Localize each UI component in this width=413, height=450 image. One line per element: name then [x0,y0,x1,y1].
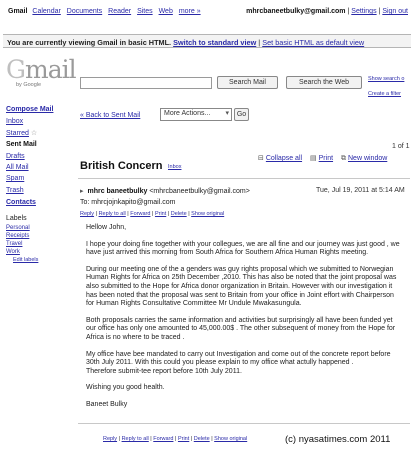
reply-link[interactable]: Reply [103,436,118,442]
contacts-link[interactable]: Contacts [6,199,36,206]
sign-out-link[interactable]: Sign out [382,8,408,15]
forward-link[interactable]: Forward [153,436,174,442]
new-window-link[interactable]: New window [348,155,388,162]
nav-web[interactable]: Web [158,8,173,15]
body-paragraph: My office have bee mandated to carry out Investigation and come out of the concrete report before 30th July 2011. With this could you please explain to my office what actully happened . Therefore submit-tee report before 10th July 2011. [86,350,391,375]
banner-message: You are currently viewing Gmail in basic HTML. [7,38,172,47]
reply-link[interactable]: Reply [80,211,95,217]
print-message-link[interactable]: Print [177,436,190,442]
basic-html-banner [3,34,411,48]
label-travel[interactable]: Travel [6,241,23,247]
new-window-icon: ⧉ [341,155,346,162]
search-web-button[interactable]: Search the Web [286,76,362,89]
message-body [86,224,404,418]
body-closing: Wishing you good health. [86,384,165,392]
collapse-icon: ⊟ [258,155,264,162]
compose-mail-link[interactable]: Compose Mail [6,106,54,113]
show-original-link[interactable]: Show original [191,211,225,217]
divider [78,178,410,179]
message-subject: British Concern [80,160,163,172]
edit-labels-link[interactable]: Edit labels [13,257,39,263]
search-mail-button[interactable]: Search Mail [217,76,278,89]
search-input[interactable] [80,77,212,89]
reply-links-top: Reply | Reply to all | Forward | Print | Delete | Show original [80,211,225,217]
label-personal[interactable]: Personal [6,225,30,231]
more-actions-select[interactable] [160,108,232,121]
account-links: mhrcbaneetbulky@gmail.com | Settings | Sign out [246,8,408,15]
watermark: (c) nyasatimes.com 2011 [285,434,391,445]
body-paragraph: During our meeting one of the a genders was guy rights proposal which we submitted to Norwegian Human Rights for Africa on 25th December ,2010. This has also be noted that the joint proposal was also submitted to the Hope for Africa donor organization in Britain. However with our investigation it has been noted that the proposal was sent to Britain from your office in Joint effort with Chairperson for Human Rights Consultative Committee Mr Undule Mwakasungula. [86,265,397,308]
logo-byline: by Google [16,82,42,88]
sidebar-item-starred[interactable]: Starred [6,129,29,137]
message-recipient: To: mhrcjojnkapito@gmail.com [80,199,176,206]
set-default-view-link[interactable]: Set basic HTML as default view [262,38,365,47]
body-paragraph: Both proposals carries the same information and activities but surprisingly all have been funded yet our office has only one amounted to 45,000.00$ . The other subsequent of money from the Hope for Africa is no where to be traced . [86,316,396,341]
body-paragraph: I hope your doing fine together with your collegues, we are all fine and our journey was just good , we have just arrived this morning from South Africa for Southern Africa Human Rights meeting. [86,240,400,257]
reply-all-link[interactable]: Reply to all [121,436,149,442]
star-icon: ☆ [30,129,38,137]
forward-link[interactable]: Forward [130,211,151,217]
labels-section [6,214,68,264]
nav-documents[interactable]: Documents [66,8,103,15]
nav-more[interactable]: more » [178,8,201,15]
more-actions-value: More Actions... [164,110,211,117]
nav-sites[interactable]: Sites [137,8,153,15]
print-icon: ▤ [310,155,317,162]
gmail-brand[interactable]: Gmail [8,8,28,15]
logo-g: G [6,55,25,84]
settings-link[interactable]: Settings [351,8,377,15]
nav-calendar[interactable]: Calendar [32,8,61,15]
back-to-sent-mail-link[interactable]: « Back to Sent Mail [80,112,141,119]
sidebar [6,104,68,196]
sidebar-item-sent-mail[interactable]: Sent Mail [6,141,37,149]
sender-email: <mhrcbaneetbulky@gmail.com> [149,188,250,195]
logo-mail: mail [24,55,76,84]
switch-standard-view-link[interactable]: Switch to standard view [173,38,257,47]
labels-header: Labels [6,215,27,222]
reply-links-bottom: Reply | Reply to all | Forward | Print | Delete | Show original [103,436,248,442]
collapse-all-link[interactable]: Collapse all [265,155,303,162]
pager-count: 1 of 1 [392,143,410,150]
sidebar-item-all-mail[interactable]: All Mail [6,164,29,172]
label-work[interactable]: Work [6,249,20,255]
reply-all-link[interactable]: Reply to all [98,211,126,217]
label-receipts[interactable]: Receipts [6,233,30,239]
go-button[interactable]: Go [234,108,249,121]
sender-line [80,187,250,195]
body-signature: Baneet Bulky [86,400,128,408]
delete-link[interactable]: Delete [193,436,210,442]
print-message-link[interactable]: Print [154,211,167,217]
show-search-options-link[interactable]: Show search o [368,76,405,82]
message-date: Tue, Jul 19, 2011 at 5:14 AM [316,187,405,194]
sender-name: mhrc baneetbulky [87,188,148,195]
show-original-link[interactable]: Show original [214,436,248,442]
create-filter-link[interactable]: Create a filter [368,91,402,97]
banner-separator: | [258,38,261,47]
sidebar-item-drafts[interactable]: Drafts [6,152,25,160]
inbox-label-tag[interactable]: Inbox [168,164,182,170]
gmail-logo[interactable] [6,55,76,93]
top-nav-bar [8,8,408,20]
collapse-arrow-icon[interactable]: ▸ [80,188,84,195]
nav-reader[interactable]: Reader [108,8,132,15]
sidebar-item-spam[interactable]: Spam [6,175,25,183]
divider [78,423,410,424]
chevron-down-icon: ▾ [225,110,229,117]
body-greeting: Hellow John, [86,224,127,231]
user-email: mhrcbaneetbulky@gmail.com [246,8,346,15]
sidebar-item-trash[interactable]: Trash [6,186,24,194]
sidebar-item-inbox[interactable]: Inbox [6,118,24,126]
message-actions [258,154,387,163]
delete-link[interactable]: Delete [170,211,187,217]
print-link[interactable]: Print [318,155,334,162]
